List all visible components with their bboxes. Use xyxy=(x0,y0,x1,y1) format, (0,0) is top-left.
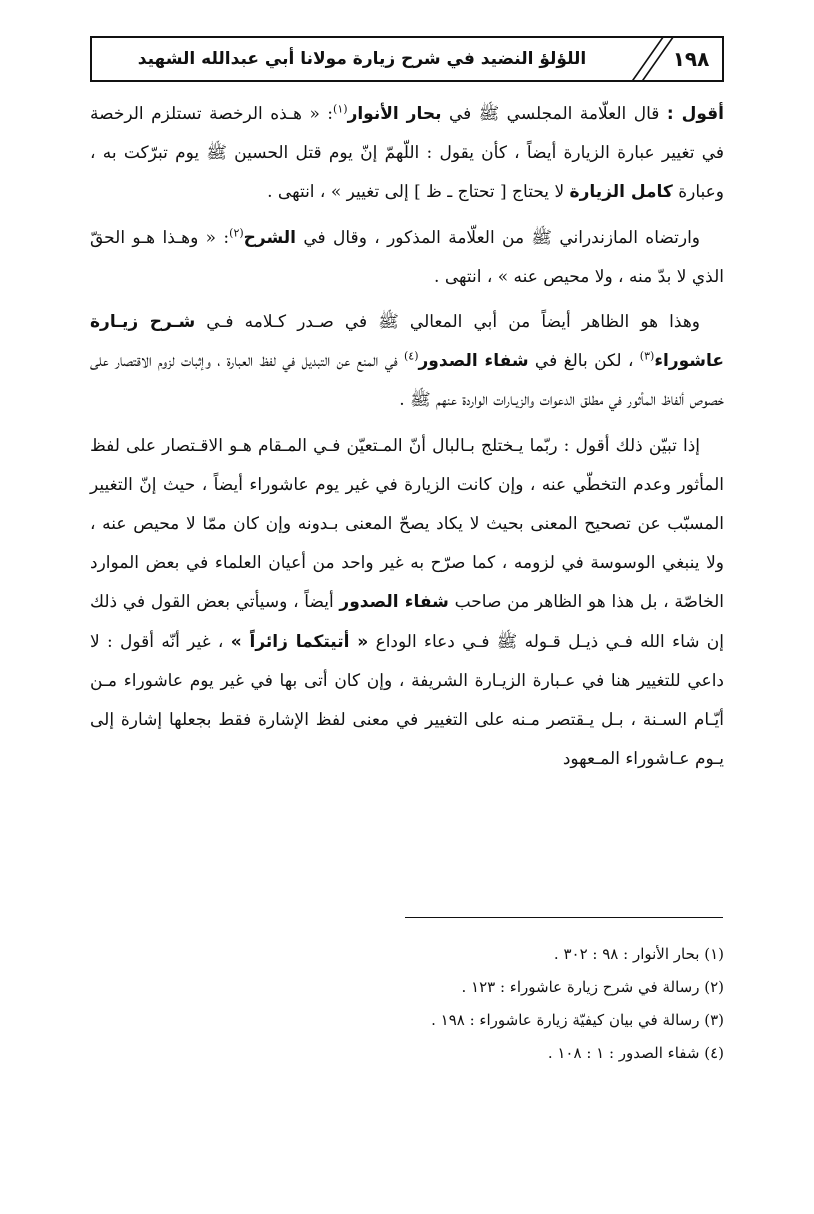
text-span: وارتضاه المازندراني ﷺ من العلّامة المذكور ، وقال في xyxy=(296,227,701,248)
footnotes xyxy=(90,940,724,1072)
text-span: لا يحتاج [ تحتاج ـ ظ ] إلى تغيير » ، انتهى . xyxy=(267,182,570,203)
text-span: أقول : xyxy=(666,104,724,124)
text-span: إذا تبيّن ذلك أقول : ربّما يـختلج بـالبال أنّ المـتعيّن فـي المـقام هـو الاقـتصار على لفظ المأثور وعدم التخطّي عنه ، وإن كانت الزيارة في غير يوم عاشوراء أيضاً ، حيث إنّ التغيير المسبّب عن تصحيح المعنى بحيث لا يكاد يصحّ المعنى بـدونه وإن كان ممّا لا محيص عنه ، ولا ينبغي الوسوسة في لزومه ، كما صرّح به غير واحد من أعيان العلماء في بعض الموارد الخاصّة ، بل هذا هو الظاهر من صاحب xyxy=(90,435,724,613)
footnote: (٢) رسالة في شرح زيارة عاشوراء : ١٢٣ . xyxy=(461,978,724,996)
book-reference: كامل الزيارة xyxy=(569,182,673,203)
running-header xyxy=(90,36,724,82)
quoted-phrase: « أتيتكما زائراً » xyxy=(230,631,369,652)
text-span: في المنع عن التبديل في لفظ العبارة ، وإثبات لزوم الاقتصار على خصوص ألفاظ المأثور في مطلق الدعوات والزيـارات الواردة عنهم ﷺ . xyxy=(90,351,724,411)
paragraph xyxy=(90,219,724,297)
text-span: ، لكن بالغ في xyxy=(528,351,640,372)
footnote: (١) بحار الأنوار : ٩٨ : ٣٠٢ . xyxy=(553,945,724,963)
body-text xyxy=(90,95,724,785)
footnote: (٤) شفاء الصدور : ١ : ١٠٨ . xyxy=(547,1044,724,1062)
paragraph xyxy=(90,95,724,213)
paragraph xyxy=(90,427,724,780)
paragraph xyxy=(90,303,724,421)
book-reference: بحار الأنوار xyxy=(347,104,442,124)
footnote-marker: (١) xyxy=(333,102,348,116)
book-reference: شـرح زيـارة عاشوراء xyxy=(90,312,724,372)
text-span: : « هـذه الرخصة تستلزم الرخصة في تغيير عبارة الزيارة أيضاً ، كأن يقول : اللّهمّ إنّ يوم قتل الحسين ﷺ يوم تبرّكت به ، وعبارة xyxy=(90,104,724,203)
page-number: ١٩٨ xyxy=(672,47,710,71)
footnote-marker: (٢) xyxy=(229,225,244,239)
footnote-marker: (٤) xyxy=(404,349,419,363)
text-span: أيضاً ، وسيأتي بعض القول في ذلك إن شاء الله فـي ذيـل قـوله ﷺ فـي دعاء الوداع xyxy=(90,592,725,652)
text-span: وهذا هو الظاهر أيضاً من أبي المعالي ﷺ في صـدر كـلامه فـي xyxy=(195,312,700,333)
book-title: اللؤلؤ النضيد في شرح زيارة مولانا أبي عبدالله الشهيد xyxy=(137,49,587,69)
book-reference: شفاء الصدور xyxy=(418,351,529,372)
footnote: (٣) رسالة في بيان كيفيّة زيارة عاشوراء : ١٩٨ . xyxy=(431,1011,724,1029)
book-reference: شفاء الصدور xyxy=(339,592,449,613)
text-span: : « وهـذا هـو الحقّ الذي لا بدّ منه ، ولا محيص عنه » ، انتهى . xyxy=(90,227,724,287)
footnote-divider xyxy=(405,917,723,918)
footnote-marker: (٣) xyxy=(639,349,655,363)
book-reference: الشرح xyxy=(243,227,297,248)
text-span: قال العلّامة المجلسي ﷺ في xyxy=(441,104,667,124)
text-span: ، غير أنّه أقول : لا داعي للتغيير هنا في عـبارة الزيـارة الشريفة ، وإن كان أتى بها في غير يوم عاشوراء مـن أيّـام السـنة ، بـل يـقتصر مـنه على التغيير في معنى لفظ الإشارة فقط بجعلها إشارة إلى يـوم عـاشوراء المـعهود xyxy=(90,631,724,770)
